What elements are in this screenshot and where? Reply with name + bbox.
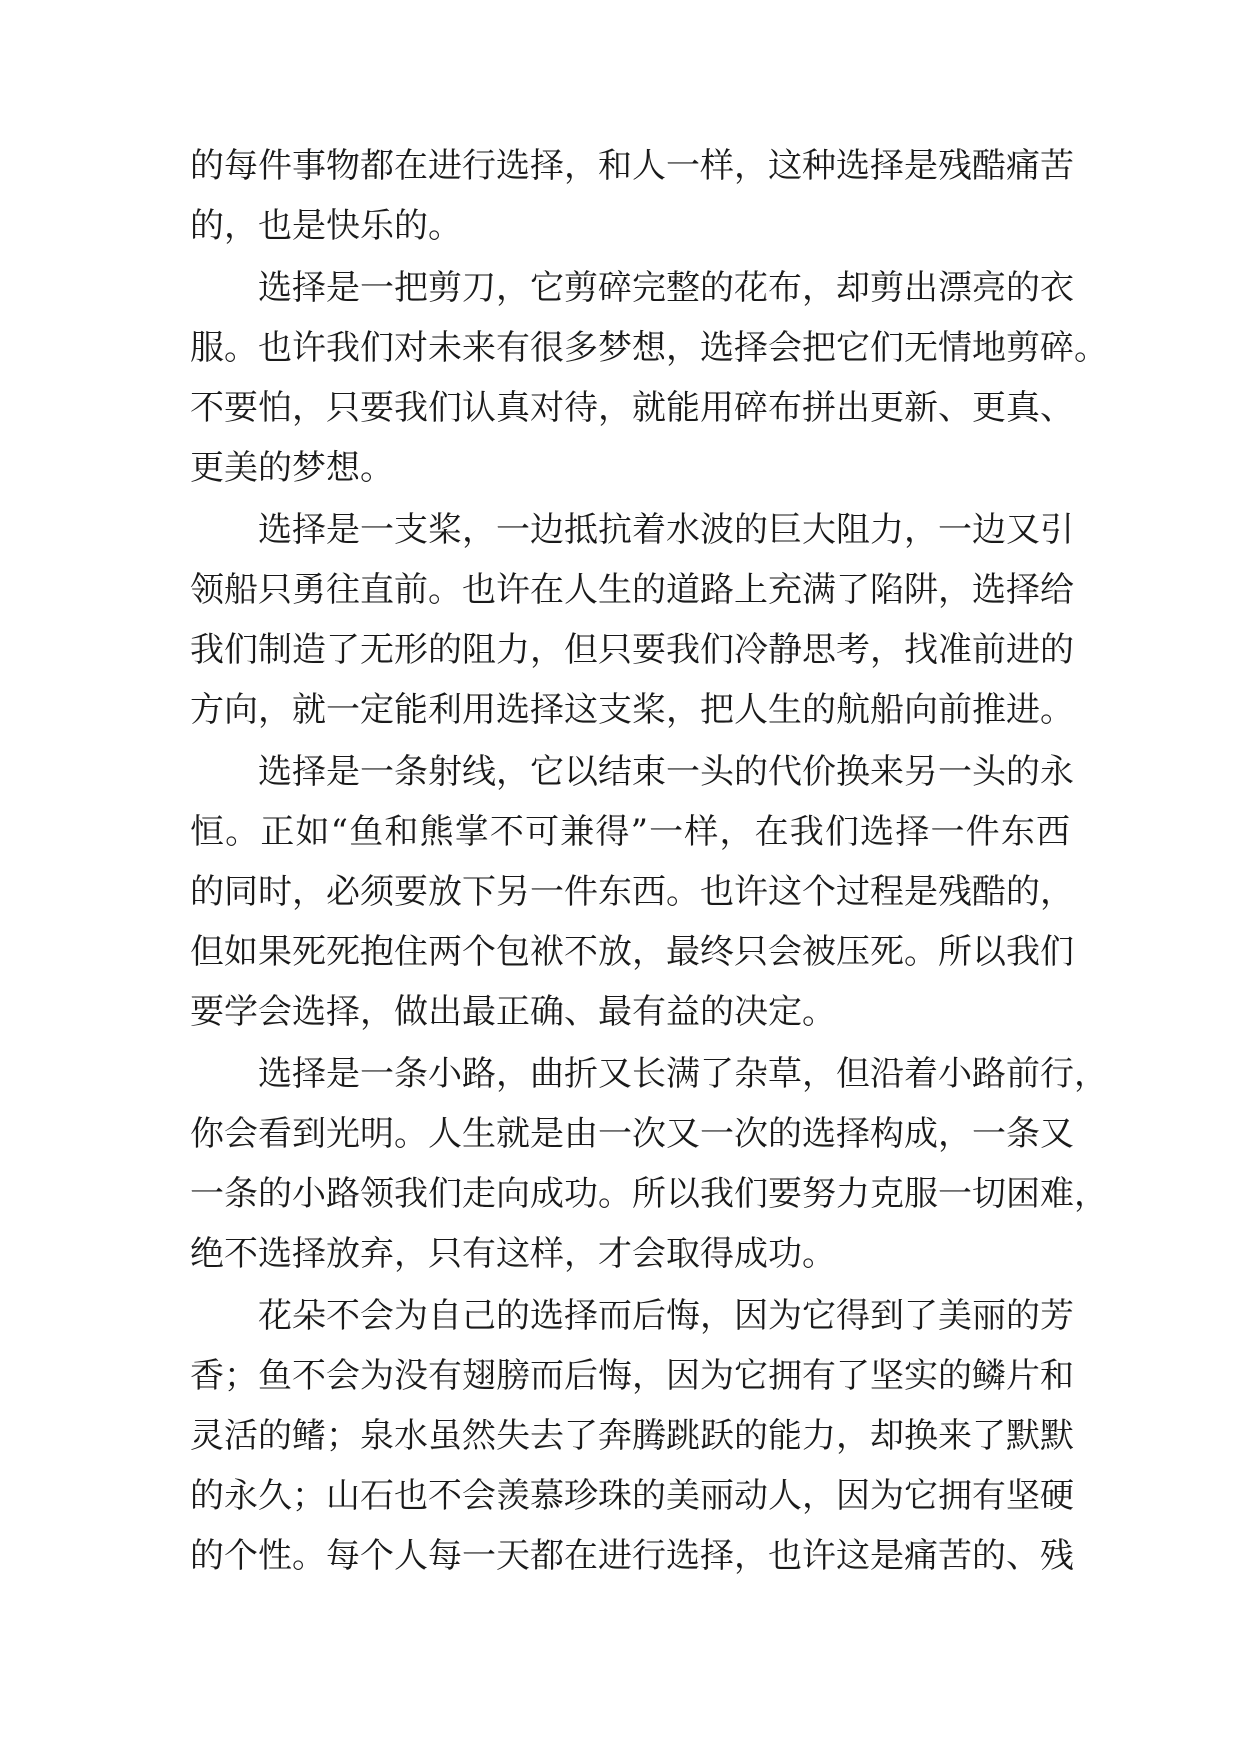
paragraph-first-line: 选择是一把剪刀，它剪碎完整的花布，却剪出漂亮的衣 bbox=[258, 268, 1074, 308]
text-line: 但如果死死抱住两个包袱不放，最终只会被压死。所以我们 bbox=[190, 932, 1074, 972]
text-line: 香；鱼不会为没有翅膀而后悔，因为它拥有了坚实的鳞片和 bbox=[190, 1356, 1074, 1396]
text-line: 服。也许我们对未来有很多梦想，选择会把它们无情地剪碎。 bbox=[190, 328, 1108, 368]
text-line: 要学会选择，做出最正确、最有益的决定。 bbox=[190, 992, 836, 1032]
paragraph-first-line: 花朵不会为自己的选择而后悔，因为它得到了美丽的芳 bbox=[258, 1296, 1074, 1336]
text-line: 不要怕，只要我们认真对待，就能用碎布拼出更新、更真、 bbox=[190, 388, 1074, 428]
text-line: 的永久；山石也不会羡慕珍珠的美丽动人，因为它拥有坚硬 bbox=[190, 1476, 1074, 1516]
text-line: 我们制造了无形的阻力，但只要我们冷静思考，找准前进的 bbox=[190, 630, 1074, 670]
text-line: 的每件事物都在进行选择，和人一样，这种选择是残酷痛苦 bbox=[190, 146, 1074, 186]
text-line: 绝不选择放弃，只有这样，才会取得成功。 bbox=[190, 1234, 836, 1274]
text-line: 的同时，必须要放下另一件东西。也许这个过程是残酷的， bbox=[190, 872, 1074, 912]
paragraph-first-line: 选择是一支桨，一边抵抗着水波的巨大阻力，一边又引 bbox=[258, 510, 1074, 550]
text-line: 领船只勇往直前。也许在人生的道路上充满了陷阱，选择给 bbox=[190, 570, 1074, 610]
text-line: 恒。正如“鱼和熊掌不可兼得”一样，在我们选择一件东西 bbox=[190, 812, 1070, 852]
text-line: 方向，就一定能利用选择这支桨，把人生的航船向前推进。 bbox=[190, 690, 1074, 730]
text-line: 的个性。每个人每一天都在进行选择，也许这是痛苦的、残 bbox=[190, 1536, 1074, 1576]
text-line: 灵活的鳍；泉水虽然失去了奔腾跳跃的能力，却换来了默默 bbox=[190, 1416, 1074, 1456]
text-line: 一条的小路领我们走向成功。所以我们要努力克服一切困难， bbox=[190, 1174, 1108, 1214]
paragraph-first-line: 选择是一条小路，曲折又长满了杂草，但沿着小路前行， bbox=[258, 1054, 1108, 1094]
text-line: 更美的梦想。 bbox=[190, 448, 394, 488]
text-line: 你会看到光明。人生就是由一次又一次的选择构成，一条又 bbox=[190, 1114, 1074, 1154]
paragraph-first-line: 选择是一条射线，它以结束一头的代价换来另一头的永 bbox=[258, 752, 1074, 792]
text-line: 的，也是快乐的。 bbox=[190, 206, 462, 246]
